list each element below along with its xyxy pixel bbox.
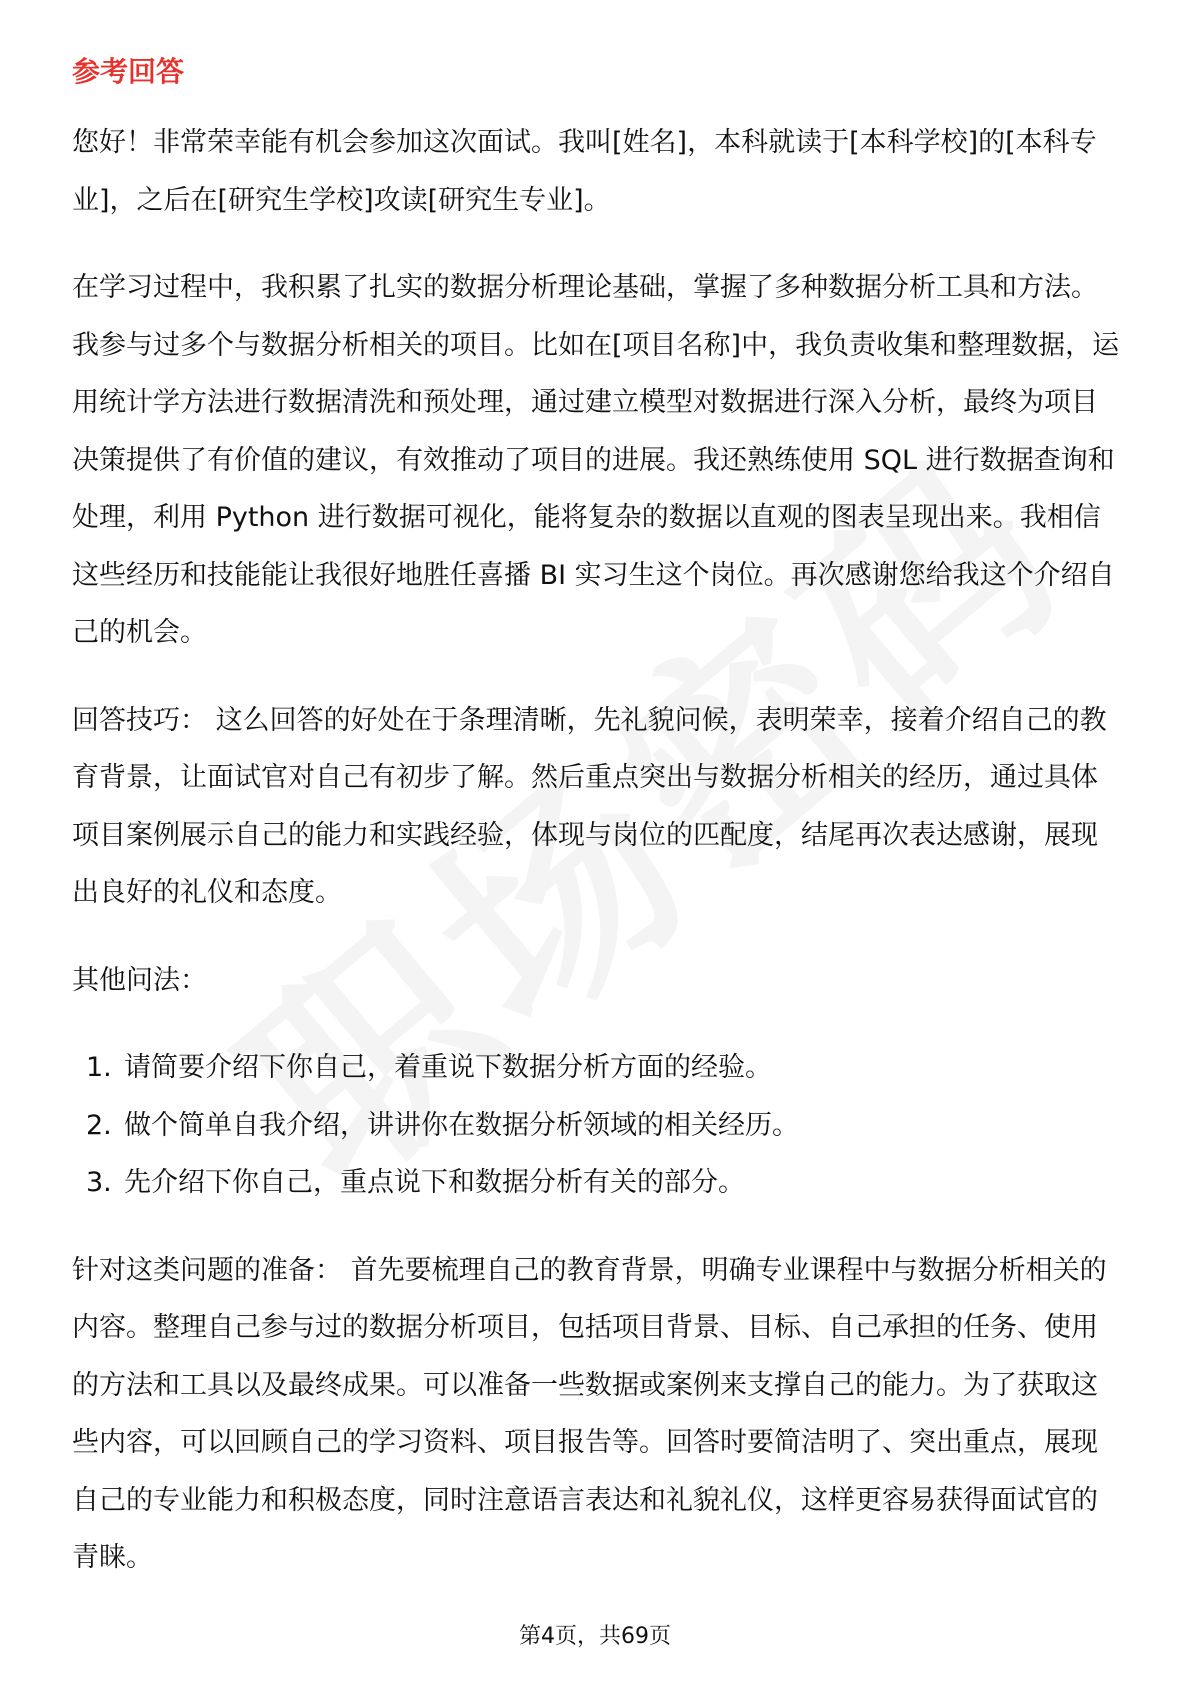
paragraph-other-label: 其他问法： (72, 964, 207, 996)
list-item-number: 2. (86, 1109, 112, 1141)
paragraph-experience: 在学习过程中，我积累了扎实的数据分析理论基础，掌握了多种数据分析工具和方法。我参与过多个与数据分析相关的项目。比如在[项目名称]中，我负责收集和整理数据，运用统计学方法进行数据清洗和预处理，通过建立模型对数据进行深入分析，最终为项目决策提供了有价值的建议，有效推动了项目的进展。我还熟练使用 SQL 进行数据查询和处理，利用 Python 进行数据可视化，能将复杂的数据以直观的图表呈现出来。我相信这些经历和技能能让我很好地胜任喜播 BI 实习生这个岗位。再次感谢您给我这个介绍自己的机会。 (72, 272, 1120, 648)
list-item (72, 1039, 1122, 1097)
paragraph-intro: 您好！非常荣幸能有机会参加这次面试。我叫[姓名]，本科就读于[本科学校]的[本科专业]，之后在[研究生学校]攻读[研究生专业]。 (72, 127, 1097, 216)
list-item-text: 做个简单自我介绍，讲讲你在数据分析领域的相关经历。 (124, 1109, 799, 1141)
list-item-text: 请简要介绍下你自己，着重说下数据分析方面的经验。 (124, 1052, 772, 1083)
paragraph-prep: 针对这类问题的准备： 首先要梳理自己的教育背景，明确专业课程中与数据分析相关的内容。整理自己参与过的数据分析项目，包括项目背景、目标、自己承担的任务、使用的方法和工具以及最终成果。可以准备一些数据或案例来支撑自己的能力。为了获取这些内容，可以回顾自己的学习资料、项目报告等。回答时要简洁明了、突出重点，展现自己的专业能力和积极态度，同时注意语言表达和礼貌礼仪，这样更容易获得面试官的青睐。 (72, 1254, 1107, 1573)
section-title: 参考回答 (72, 55, 185, 88)
page-indicator: 第4页，共69页 (519, 1624, 671, 1649)
list-item-number: 1. (86, 1052, 112, 1083)
list-item (72, 1097, 1122, 1155)
list-item (72, 1154, 1122, 1212)
list-item-number: 3. (86, 1167, 112, 1198)
other-questions-list (72, 1039, 1122, 1212)
document-page (72, 44, 1122, 1617)
paragraph-tips: 回答技巧： 这么回答的好处在于条理清晰，先礼貌问候，表明荣幸，接着介绍自己的教育背景，让面试官对自己有初步了解。然后重点突出与数据分析相关的经历，通过具体项目案例展示自己的能力和实践经验，体现与岗位的匹配度，结尾再次表达感谢，展现出良好的礼仪和态度。 (72, 704, 1107, 908)
list-item-text: 先介绍下你自己，重点说下和数据分析有关的部分。 (124, 1167, 745, 1198)
